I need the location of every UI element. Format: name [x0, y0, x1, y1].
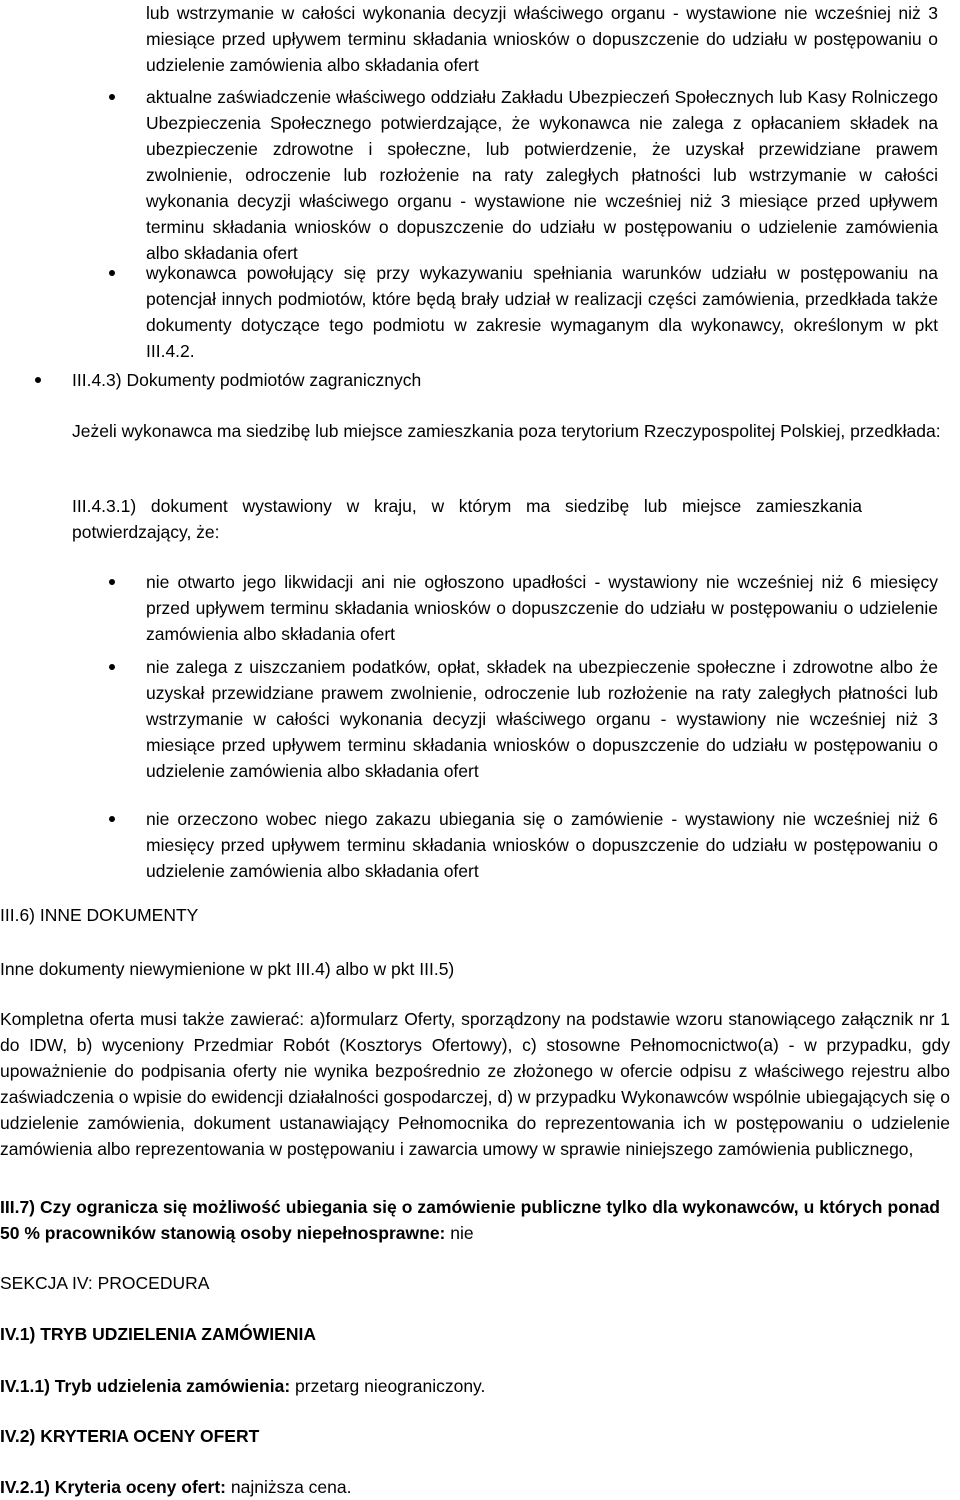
other-documents-line: Inne dokumenty niewymienione w pkt III.4) albo w pkt III.5)	[0, 959, 455, 979]
sub-bullet-item: nie orzeczono wobec niego zakazu ubiegania się o zamówienie - wystawiony nie wcześniej niż 6 miesięcy przed upływem terminu składania wniosków o dopuszczenie do udziału w postępowaniu o udzielenie zamówienia albo składania ofert	[146, 806, 938, 884]
foreign-intro-paragraph: Jeżeli wykonawca ma siedzibę lub miejsce zamieszkania poza terytorium Rzeczypospolitej Polskiej, przedkłada:	[72, 421, 941, 441]
iv-1-1-label: IV.1.1) Tryb udzielenia zamówienia:	[0, 1376, 291, 1396]
section-iv-heading: SEKCJA IV: PROCEDURA	[0, 1273, 210, 1293]
bullet-zus-certificate: aktualne zaświadczenie właściwego oddziału Zakładu Ubezpieczeń Społecznych lub Kasy Rolniczego Ubezpieczenia Społecznego potwierdzające, że wykonawca nie zalega z opłacaniem składek na ubezpieczenie zdrowotne i społeczne, lub potwierdzenie, że uzyskał przewidziane prawem zwolnienie, odroczenie lub rozłożenie na raty zaległych płatności lub wstrzymanie w całości wykonania decyzji właściwego organu - wystawione nie wcześniej niż 3 miesiące przed upływem terminu składania wniosków o dopuszczenie do udziału w postępowaniu o udzielenie zamówienia albo składania ofert	[146, 84, 938, 266]
point-iii-4-3-1: III.4.3.1) dokument wystawiony w kraju, w którym ma siedzibę lub miejsce zamieszkania potwierdzający, że:	[72, 496, 862, 542]
sub-bullet-item: nie zalega z uiszczaniem podatków, opłat, składek na ubezpieczenie społeczne i zdrowotne albo że uzyskał przewidziane prawem zwolnienie, odroczenie lub rozłożenie na raty zaległych płatności lub wstrzymanie w całości wykonania decyzji właściwego organu - wystawiony nie wcześniej niż 3 miesiące przed upływem terminu składania wniosków o dopuszczenie do udziału w postępowaniu o udzielenie zamówienia albo składania ofert	[146, 654, 938, 784]
iv-2-heading: IV.2) KRYTERIA OCENY OFERT	[0, 1426, 260, 1446]
sub-bullet-item: nie otwarto jego likwidacji ani nie ogłoszono upadłości - wystawiony nie wcześniej niż 6 miesięcy przed upływem terminu składania wniosków o dopuszczenie do udziału w postępowaniu o udzielenie zamówienia albo składania ofert	[146, 569, 938, 647]
iv-2-1-label: IV.2.1) Kryteria oceny ofert:	[0, 1477, 226, 1497]
iii-7-question: III.7) Czy ogranicza się możliwość ubiegania się o zamówienie publiczne tylko dla wykonawców, u których ponad 50 % pracowników stanowią osoby niepełnosprawne:	[0, 1197, 940, 1243]
iv-1-1-line	[0, 1373, 900, 1399]
continuation-paragraph: lub wstrzymanie w całości wykonania decyzji właściwego organu - wystawione nie wcześniej niż 3 miesiące przed upływem terminu składania wniosków o dopuszczenie do udziału w postępowaniu o udzielenie zamówienia albo składania ofert	[146, 3, 938, 75]
iii-7-answer: nie	[450, 1223, 474, 1243]
complete-offer-paragraph: Kompletna oferta musi także zawierać: a)formularz Oferty, sporządzony na podstawie wzoru stanowiącego załącznik nr 1 do IDW, b) wyceniony Przedmiar Robót (Kosztorys Ofertowy), c) stosowne Pełnomocnictwo(a) - w przypadku, gdy upoważnienie do podpisania oferty nie wynika bezpośrednio ze złożonego w ofercie odpisu z właściwego rejestru albo zaświadczenia o wpisie do ewidencji działalności gospodarczej, d) w przypadku Wykonawców wspólnie ubiegających się o udzielenie zamówienia, dokument ustanawiający Pełnomocnika do reprezentowania ich w postępowaniu o udzielenie zamówienia albo reprezentowania w postępowaniu i zawarcia umowy w sprawie niniejszego zamówienia publicznego,	[0, 1009, 950, 1159]
iv-1-heading: IV.1) TRYB UDZIELENIA ZAMÓWIENIA	[0, 1324, 316, 1344]
section-heading-iii-6: III.6) INNE DOKUMENTY	[0, 905, 199, 925]
iv-1-1-value: przetarg nieograniczony.	[295, 1376, 486, 1396]
iv-2-1-line	[0, 1474, 900, 1500]
section-heading-iii-4-3: III.4.3) Dokumenty podmiotów zagranicznych	[72, 367, 932, 393]
bullet-third-party-capacity: wykonawca powołujący się przy wykazywaniu spełniania warunków udziału w postępowaniu na potencjał innych podmiotów, które będą brały udział w realizacji części zamówienia, przedkłada także dokumenty dotyczące tego podmiotu w zakresie wymaganym dla wykonawcy, określonym w pkt III.4.2.	[146, 260, 938, 364]
iii-7-question-paragraph	[0, 1194, 940, 1246]
iv-2-1-value: najniższa cena.	[230, 1477, 352, 1497]
